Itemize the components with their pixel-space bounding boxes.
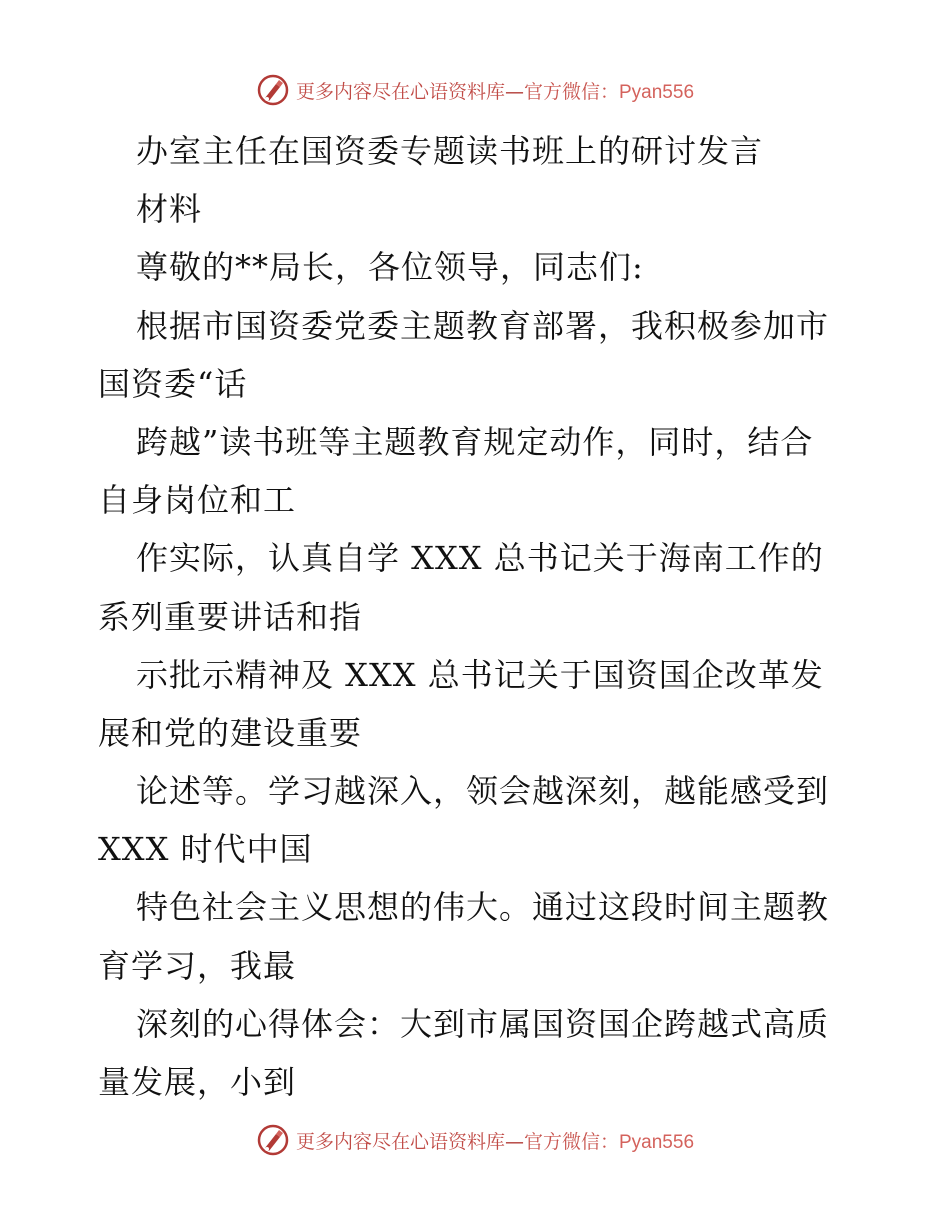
document-line: 特色社会主义思想的伟大。通过这段时间主题教 xyxy=(136,888,830,927)
document-line: 材料 xyxy=(136,190,203,229)
document-line: 办室主任在国资委专题读书班上的研讨发言 xyxy=(136,132,764,170)
banner-site-text: 更多内容尽在心语资料库 xyxy=(295,1130,505,1153)
document-line: 论述等。学习越深入，领会越深刻，越能感受到 xyxy=(136,772,830,811)
header-banner-text xyxy=(296,77,694,104)
banner-wechat-id: Pyan556 xyxy=(619,81,695,103)
document-line: 作实际，认真自学 XXX 总书记关于海南工作的 xyxy=(136,539,824,578)
document-line: 系列重要讲话和指 xyxy=(98,597,363,636)
document-line: 跨越”读书班等主题教育规定动作，同时，结合 xyxy=(136,422,814,461)
banner-dash: — xyxy=(504,80,524,103)
document-line: 尊敬的**局长，各位领导，同志们: xyxy=(136,248,644,287)
header-banner xyxy=(0,70,950,110)
document-line: 示批示精神及 XXX 总书记关于国资国企改革发 xyxy=(136,655,824,694)
footer-banner-text xyxy=(296,1127,694,1154)
document-line: 育学习，我最 xyxy=(98,946,297,985)
document-line: 深刻的心得体会：大到市属国资国企跨越式高质 xyxy=(136,1004,830,1043)
banner-wechat-id: Pyan556 xyxy=(619,1131,695,1153)
banner-site-text: 更多内容尽在心语资料库 xyxy=(295,80,505,103)
banner-dash: — xyxy=(504,1130,524,1153)
document-line: 量发展，小到 xyxy=(98,1063,297,1101)
document-line: 根据市国资委党委主题教育部署，我积极参加市 xyxy=(136,306,830,345)
document-line: 自身岗位和工 xyxy=(98,481,297,520)
banner-wechat-label: 官方微信： xyxy=(523,1130,619,1153)
document-line: XXX 时代中国 xyxy=(98,830,313,869)
pen-logo-icon xyxy=(256,1123,290,1157)
pen-logo-icon xyxy=(256,73,290,107)
document-line: 国资委“话 xyxy=(98,364,248,403)
footer-banner xyxy=(0,1120,950,1160)
document-body xyxy=(98,122,858,1111)
document-line: 展和党的建设重要 xyxy=(98,713,363,752)
banner-wechat-label: 官方微信： xyxy=(523,80,619,103)
